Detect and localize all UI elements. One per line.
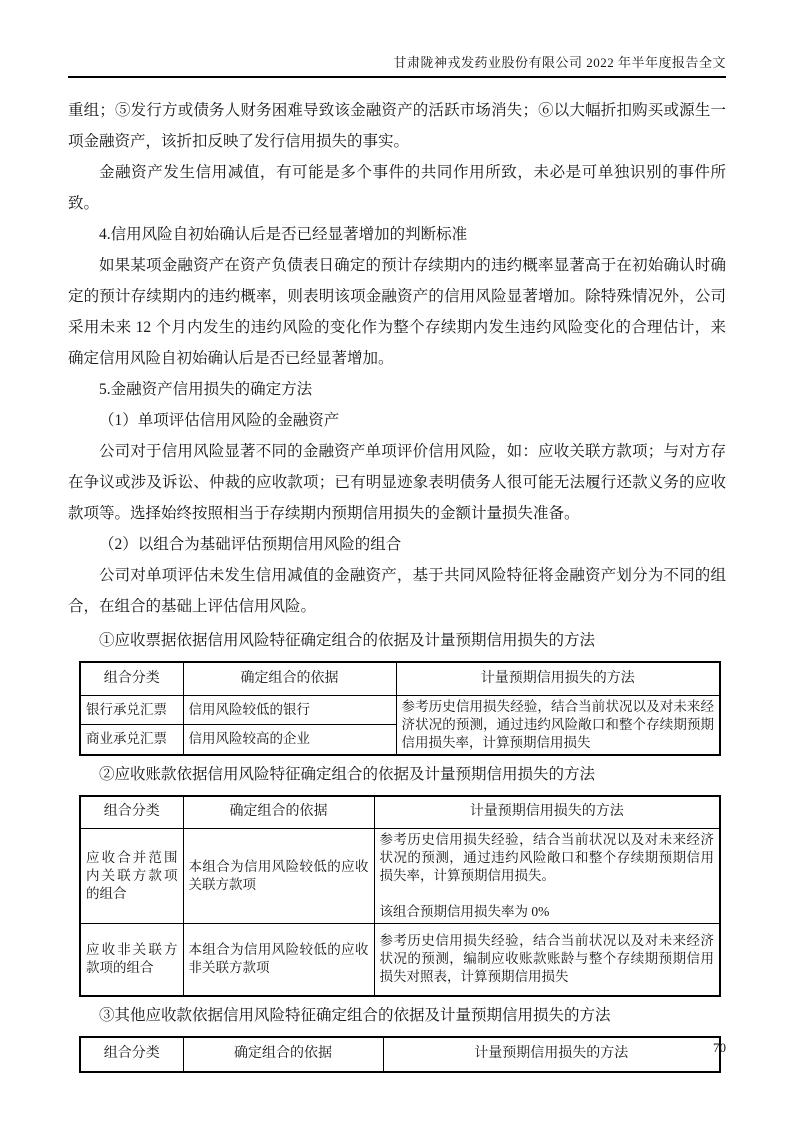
header-rule bbox=[68, 76, 726, 78]
table-row bbox=[80, 829, 720, 924]
cell-method-merged: 参考历史信用损失经验，结合当前状况以及对未来经济状况的预测，通过违约风险敞口和整个存续期预期信用损失率，计算预期信用损失 bbox=[396, 695, 720, 755]
heading-sub-2: （2）以组合为基础评估预期信用风险的组合 bbox=[99, 536, 402, 553]
page-header bbox=[68, 52, 726, 71]
table-header-row bbox=[80, 662, 720, 695]
table-row bbox=[80, 924, 720, 996]
table-caption-accounts-receivable: ②应收账款依据信用风险特征确定组合的依据及计量预期信用损失的方法 bbox=[99, 765, 596, 783]
cell-basis: 信用风险较低的银行 bbox=[183, 695, 396, 725]
column-header-basis: 确定组合的依据 bbox=[183, 796, 374, 829]
table-caption-other-receivables: ③其他应收款依据信用风险特征确定组合的依据及计量预期信用损失的方法 bbox=[99, 1006, 611, 1024]
table-header-row bbox=[80, 796, 720, 829]
paragraph-continuation: 重组；⑤发行方或债务人财务困难导致该金融资产的活跃市场消失；⑥以大幅折扣购买或源生一项金融资产，该折扣反映了发行信用损失的事实。 bbox=[68, 102, 726, 150]
column-header-method: 计量预期信用损失的方法 bbox=[374, 796, 720, 829]
table-other-receivables bbox=[79, 1036, 721, 1073]
table-accounts-receivable bbox=[79, 795, 721, 997]
table-notes-receivable bbox=[79, 661, 721, 756]
cell-method bbox=[374, 829, 720, 924]
method-text: 参考历史信用损失经验，结合当前状况以及对未来经济状况的预测，通过违约风险敞口和整个存续期预期信用损失率，计算预期信用损失。 bbox=[379, 832, 714, 883]
method-note: 该组合预期信用损失率为 0% bbox=[379, 904, 550, 919]
page-number: 70 bbox=[713, 1040, 726, 1055]
paragraph-portfolio-assessment: 公司对单项评估未发生信用减值的金融资产，基于共同风险特征将金融资产划分为不同的组合，在组合的基础上评估信用风险。 bbox=[68, 567, 726, 615]
column-header-category: 组合分类 bbox=[80, 662, 183, 695]
column-header-category: 组合分类 bbox=[80, 1037, 183, 1072]
page-content bbox=[68, 95, 726, 1073]
paragraph-individual-assessment: 公司对于信用风险显著不同的金融资产单项评价信用风险，如：应收关联方款项；与对方存在争议或涉及诉讼、仲裁的应收款项；已有明显迹象表明债务人很可能无法履行还款义务的应收款项等。选择始终按照相当于存续期内预期信用损失的金额计量损失准备。 bbox=[68, 443, 726, 522]
paragraph-default-probability: 如果某项金融资产在资产负债表日确定的预计存续期内的违约概率显著高于在初始确认时确定的预计存续期内的违约概率，则表明该项金融资产的信用风险显著增加。除特殊情况外，公司采用未来 12 个月内发生的违约风险的变化作为整个存续期内发生违约风险变化的合理估计，来确定信用风险自初始确认后是否已经显著增加。 bbox=[68, 257, 726, 367]
report-title: 甘肃陇神戎发药业股份有限公司 2022 年半年度报告全文 bbox=[393, 55, 726, 70]
column-header-basis: 确定组合的依据 bbox=[183, 662, 396, 695]
cell-category: 应收非关联方款项的组合 bbox=[80, 924, 183, 996]
cell-basis: 本组合为信用风险较低的应收关联方款项 bbox=[183, 829, 374, 924]
cell-basis: 信用风险较高的企业 bbox=[183, 725, 396, 755]
cell-basis: 本组合为信用风险较低的应收非关联方款项 bbox=[183, 924, 374, 996]
column-header-method: 计量预期信用损失的方法 bbox=[396, 662, 720, 695]
cell-method: 参考历史信用损失经验，结合当前状况以及对未来经济状况的预测，编制应收账款账龄与整个存续期预期信用损失对照表，计算预期信用损失 bbox=[374, 924, 720, 996]
column-header-basis: 确定组合的依据 bbox=[183, 1037, 383, 1072]
cell-category: 银行承兑汇票 bbox=[80, 695, 183, 725]
cell-category: 应收合并范围内关联方款项的组合 bbox=[80, 829, 183, 924]
table-header-row bbox=[80, 1037, 720, 1072]
paragraph-credit-impairment: 金融资产发生信用减值，有可能是多个事件的共同作用所致，未必是可单独识别的事件所致。 bbox=[68, 164, 726, 212]
heading-item-5: 5.金融资产信用损失的确定方法 bbox=[99, 381, 313, 398]
column-header-method: 计量预期信用损失的方法 bbox=[383, 1037, 720, 1072]
table-caption-notes-receivable: ①应收票据依据信用风险特征确定组合的依据及计量预期信用损失的方法 bbox=[99, 632, 596, 649]
table-row bbox=[80, 695, 720, 725]
column-header-category: 组合分类 bbox=[80, 796, 183, 829]
heading-item-4: 4.信用风险自初始确认后是否已经显著增加的判断标准 bbox=[99, 226, 468, 243]
cell-category: 商业承兑汇票 bbox=[80, 725, 183, 755]
heading-sub-1: （1）单项评估信用风险的金融资产 bbox=[99, 412, 340, 429]
